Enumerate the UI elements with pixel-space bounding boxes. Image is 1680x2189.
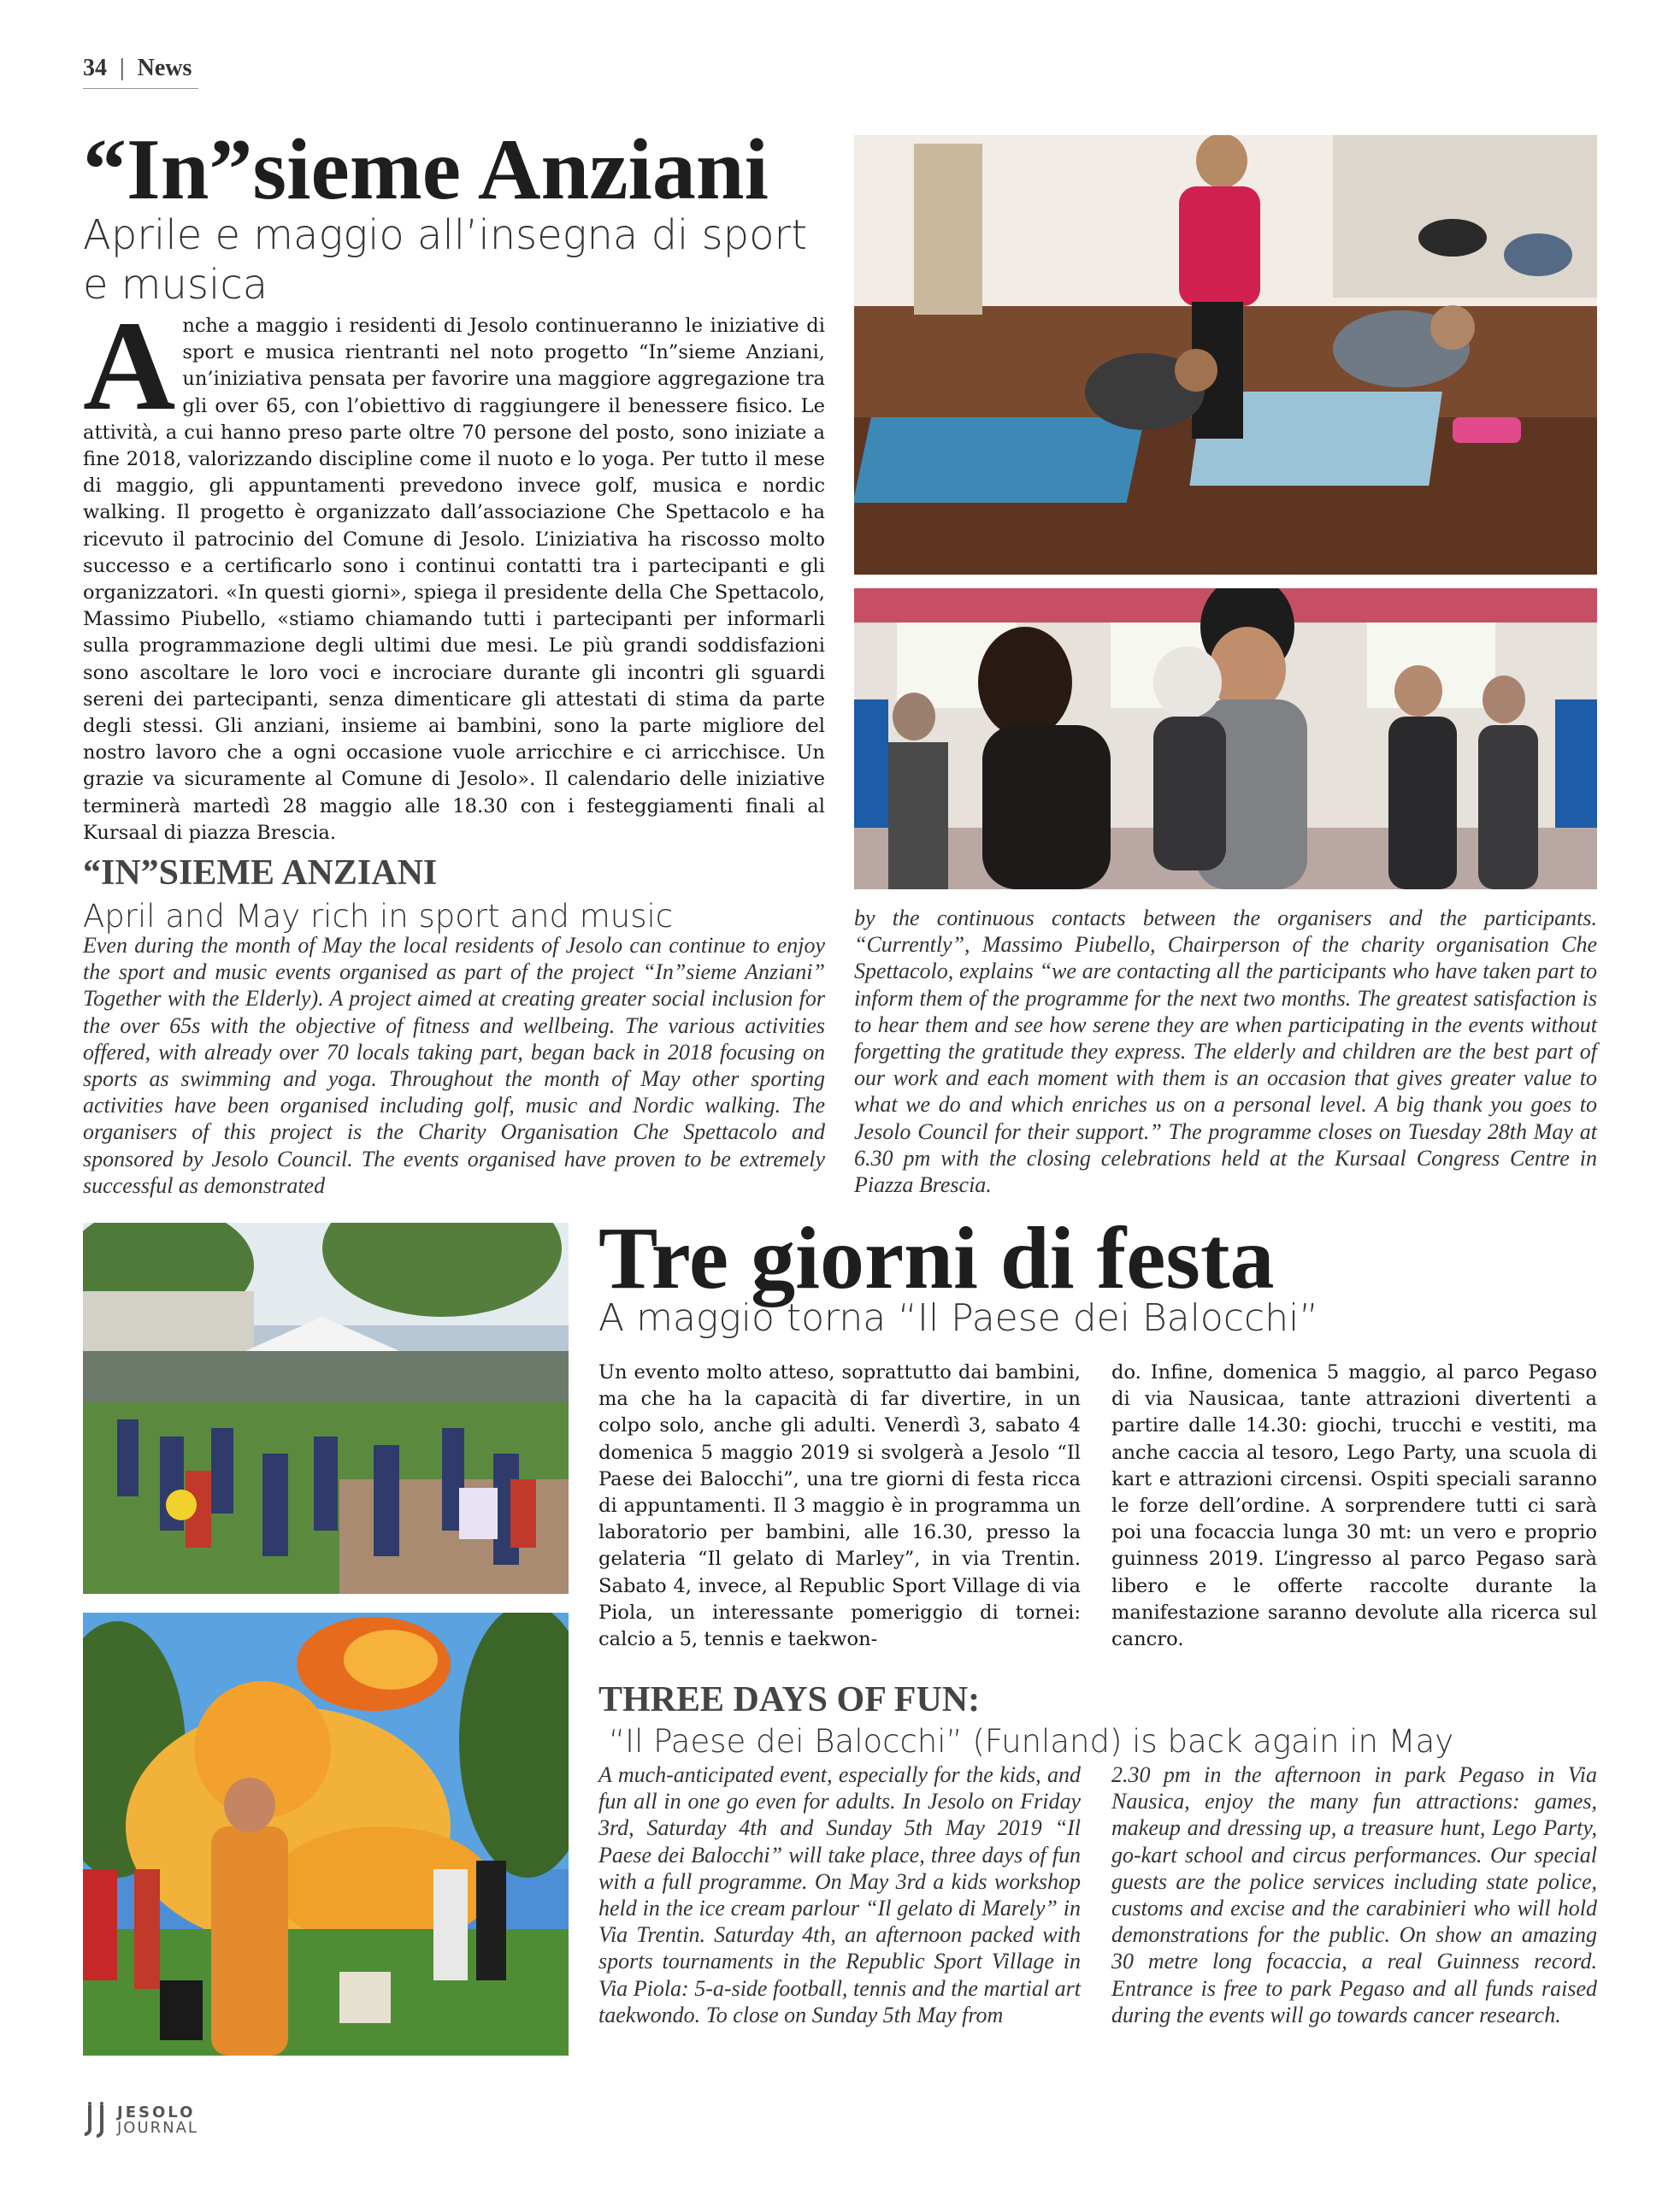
article2-en-title: THREE DAYS OF FUN: <box>598 1680 981 1720</box>
photo-elderly-gym-image <box>854 588 1597 889</box>
header-rule <box>83 88 198 89</box>
photo-elderly-gym <box>854 588 1597 889</box>
article1-en-body-col1: Even during the month of May the local residents of Jesolo can continue to enjoy the sport and music events organised as part of the project “In”sieme Anziani” Together with the Elderly). A project aimed at creating greater social inclusion for the over 65s with the objective of fitness and wellbeing. The various activities offered, with already over 70 locals taking part, began back in 2018 focusing on sports as swimming and yoga. Throughout the month of May other sporting activities have been organised including golf, music and Nordic walking. The organisers of this project is the Charity Organisation Che Spettacolo and sponsored by Jesolo Council. The events organised have proven to be extremely successful as demonstrated <box>83 933 825 1198</box>
article1-en-subtitle: April and May rich in sport and music <box>83 898 674 935</box>
article1-subtitle: Aprile e maggio all’insegna di sport e musica <box>83 211 808 309</box>
article2-en-subtitle: “Il Paese dei Balocchi” (Funland) is back again in May <box>609 1723 1454 1760</box>
photo-festival-crowd <box>83 1223 569 1594</box>
jj-logo-icon-svg <box>83 2102 112 2139</box>
header-separator: | <box>120 55 125 81</box>
article2-en-body-col2: 2.30 pm in the afternoon in park Pegaso in Via Nausica, enjoy the many fun attractions: games, makeup and dressing up, a treasure hunt, Lego Party, go-kart school and circus performances. Our special guests are the police services including state police, customs and excise and the carabinieri who will hold demonstrations for the public. On show an amazing 30 metre long focaccia, a real Guinness record. Entrance is free to park Pegaso and all funds raised during the events will go towards cancer research. <box>1111 1762 1597 2027</box>
page-number: 34 <box>83 55 107 81</box>
article1-en-body-col2: by the continuous contacts between the organisers and the participants. “Currently”, Massimo Piubello, Chairperson of the charity organisation Che Spettacolo, explains “we are contacting all the participants who have taken part to inform them of the programme for the next two months. The greatest satisfaction is to hear them and see how serene they are when participating in the events without forgetting the gratitude they express. The elderly and children are the best part of our work and each moment with them is an occasion that gives greater value to what we do and which enriches us on a personal level. A big thank you goes to Jesolo Council for their support.” The programme closes on Tuesday 28th May at 6.30 pm with the closing celebrations held at the Kursaal Congress Centre in Piazza Brescia. <box>854 906 1597 1198</box>
article2-subtitle: A maggio torna “Il Paese dei Balocchi” <box>598 1296 1319 1340</box>
photo-fire-breather-image <box>83 1613 569 2056</box>
photo-gym-exercise <box>854 135 1597 575</box>
dropcap-letter: A <box>83 295 176 437</box>
article1-body <box>83 295 825 847</box>
page-header <box>83 55 192 82</box>
logo-wordmark <box>117 2105 198 2136</box>
photo-festival-crowd-image <box>83 1223 569 1594</box>
article2-en-body-col1: A much-anticipated event, especially for the kids, and fun all in one go even for adults. In Jesolo on Friday 3rd, Saturday 4th and Sunday 5th May 2019 “Il Paese dei Balocchi” will take place, three days of fun with a full programme. On May 3rd a kids workshop held in the ice cream parlour “Il gelato di Marely” in Via Trentin. Saturday 4th, an afternoon packed with sports tournaments in the Republic Sport Village in Via Piola: 5-a-side football, tennis and the martial art taekwondo. To close on Sunday 5th May from <box>598 1762 1081 2027</box>
jesolo-journal-logo <box>83 2102 198 2139</box>
article1-body-text: nche a maggio i residenti di Jesolo continueranno le iniziative di sport e musica rientranti nel noto progetto “In”sieme Anziani, un’iniziativa pensata per favorire una maggiore aggregazione tra gli over 65, con l’obiettivo di raggiungere il benessere fisico. Le attività, a cui hanno preso parte oltre 70 persone del posto, sono iniziate a fine 2018, valorizzando discipline come il nuoto e lo yoga. Per tutto il mese di maggio, gli appuntamenti prevedono invece golf, musica e nordic walking. Il progetto è organizzato dall’associazione Che Spettacolo e ha ricevuto il patrocinio del Comune di Jesolo. L’iniziativa ha riscosso molto successo e a certificarlo sono i continui contatti tra i partecipanti e gli organizzatori. «In questi giorni», spiega il presidente della Che Spettacolo, Massimo Piubello, «stiamo chiamando tutti i partecipanti per informarli sulla programmazione degli ultimi due mesi. Le più grandi soddisfazioni sono ascoltare le loro voci e incrociare durante gli incontri gli sguardi sereni dei partecipanti, senza dimenticare gli attestati di stima da parte degli stessi. Gli anziani, insieme ai bambini, sono la parte migliore del nostro lavoro che a ogni occasione vuole arricchire e ci arricchisce. Un grazie va sicuramente al Comune di Jesolo». Il calendario delle iniziative terminerà martedì 28 maggio alle 18.30 con i festeggiamenti finali al Kursaal di piazza Brescia. <box>83 315 825 844</box>
logo-line2: JOURNAL <box>117 2119 198 2137</box>
article2-body-col1: Un evento molto atteso, soprattutto dai bambini, ma che ha la capacità di far divertire, in un colpo solo, anche gli adulti. Venerdì 3, sabato 4 domenica 5 maggio 2019 si svolgerà a Jesolo “Il Paese dei Balocchi”, una tre giorni di festa ricca di appuntamenti. Il 3 maggio è in programma un laboratorio per bambini, alle 16.30, presso la gelateria “Il gelato di Marley”, in via Trentin. Sabato 4, invece, al Republic Sport Village di via Piola, un interessante pomeriggio di tornei: calcio a 5, tennis e taekwon- <box>598 1361 1081 1651</box>
section-name: News <box>137 55 192 81</box>
photo-gym-exercise-image <box>854 135 1597 575</box>
photo-fire-breather <box>83 1613 569 2056</box>
article2-title: Tre giorni di festa <box>598 1209 1275 1307</box>
article1-en-title: “IN”SIEME ANZIANI <box>83 853 438 893</box>
article2-body-col2: do. Infine, domenica 5 maggio, al parco Pegaso di via Nausicaa, tante attrazioni divertenti a partire dalle 14.30: giochi, trucchi e vestiti, ma anche caccia al tesoro, Lego Party, una scuola di kart e attrazioni circensi. Ospiti speciali saranno le forze dell’ordine. A sorprendere tutti ci sarà poi una focaccia lunga 30 mt: un vero e proprio guinness 2019. L’ingresso al parco Pegaso sarà libero e le offerte raccolte durante la manifestazione saranno devolute alla ricerca sul cancro. <box>1111 1361 1597 1651</box>
article1-title: “In”sieme Anziani <box>83 121 769 218</box>
logo-line1: JESOLO <box>117 2103 196 2121</box>
jj-logo-icon <box>83 2102 112 2139</box>
